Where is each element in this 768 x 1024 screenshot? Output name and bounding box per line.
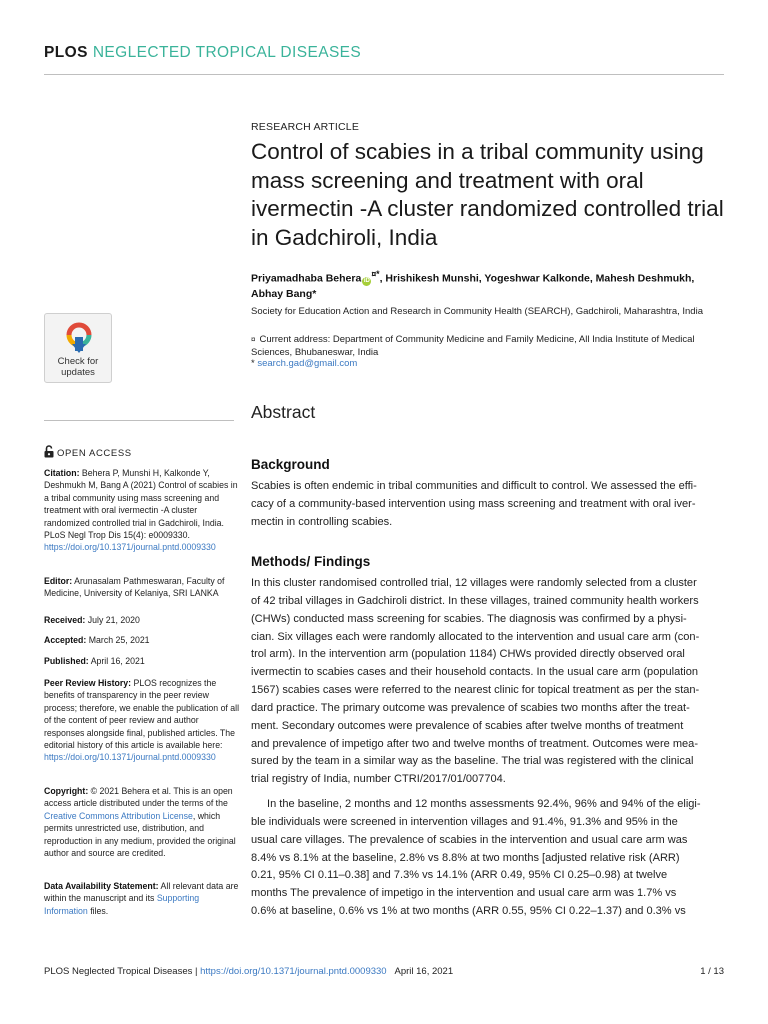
page-number: 1 / 13 xyxy=(700,966,724,977)
cc-license-link[interactable]: Creative Commons Attribution License xyxy=(44,810,193,821)
open-access-label: OPEN ACCESS xyxy=(44,445,132,459)
badge-label: Check for updates xyxy=(57,356,99,378)
header-divider xyxy=(44,74,724,75)
published-date: Published: April 16, 2021 xyxy=(44,656,145,666)
abstract-heading: Abstract xyxy=(251,402,316,422)
data-availability-block: Data Availability Statement: All relevant data are within the manuscript and its Supporting Information files. xyxy=(44,881,239,916)
citation-doi-link[interactable]: https://doi.org/10.1371/journal.pntd.0009330 xyxy=(44,542,216,553)
peer-review-block: Peer Review History: PLOS recognizes the benefits of transparency in the peer review process; therefore, we enable the publication of all of the content of peer review and author responses alongside final, published articles. The editorial history of this article is available here: https://doi.org/10.1371/journal.pntd.0009330 xyxy=(44,678,240,763)
article-title: Control of scabies in a tribal community using mass screening and treatment with oral ivermectin -A cluster randomized controlled trial in Gadchiroli, India xyxy=(251,139,724,250)
editor-block: Editor: Arunasalam Pathmeswaran, Faculty of Medicine, University of Kelaniya, SRI LANKA xyxy=(44,576,225,599)
check-updates-icon xyxy=(64,320,94,354)
current-address: ¤ Current address: Department of Community Medicine and Family Medicine, All India Institute of Medical Sciences, Bhubaneswar, India xyxy=(251,334,695,358)
corresponding-email: * search.gad@gmail.com xyxy=(251,358,358,369)
check-for-updates-badge[interactable] xyxy=(44,313,112,383)
received-date: Received: July 21, 2020 xyxy=(44,615,140,625)
methods-paragraph: In this cluster randomised controlled trial, 12 villages were randomly selected from a cluster of 42 tribal villages in Gadchiroli district. In these villages, trained community health workers (CHWs) conducted mass screening for scabies. The diagnosis was confirmed by a physi- cian. Six villages each were randomly allocated to the intervention and usual care arm (con- trol arm). In the intervention arm (population 1184) CHWs provided directly observed oral ivermectin to scabies cases and their household contacts. In the usual care arm (population 1567) scabies cases were referred to the nearest clinic for topical treatment as per the stan- dard practice. The primary outcome was prevalence of scabies two months after the treat- ment. Secondary outcomes were prevalence of scabies after twelve months of treatment and prevalence of impetigo after two and twelve months of treatment. Outcomes were mea- sured by the team in a similar way as the baseline. The trial was registered with the clinical trial registry of India, number CTRI/2017/01/007704. xyxy=(251,577,700,786)
copyright-block: Copyright: © 2021 Behera et al. This is an open access article distributed under the terms of the Creative Commons Attribution License, which permits unrestricted use, distribution, and reproduction in any medium, provided the original author and source are credited. xyxy=(44,786,236,859)
affiliation: Society for Education Action and Research in Community Health (SEARCH), Gadchiroli, Maharashtra, India xyxy=(251,306,703,317)
orcid-icon[interactable]: iD xyxy=(363,277,370,284)
journal-name: NEGLECTED TROPICAL DISEASES xyxy=(92,44,362,61)
methods-heading: Methods/ Findings xyxy=(251,554,371,569)
sidebar-divider xyxy=(44,420,234,421)
author-list: Priyamadhaba Behera iD¤*, Hrishikesh Munshi, Yogeshwar Kalkonde, Mahesh Deshmukh, Abhay Bang* xyxy=(251,269,695,300)
article-type: RESEARCH ARTICLE xyxy=(251,121,360,133)
footer-doi-link[interactable]: https://doi.org/10.1371/journal.pntd.0009330 xyxy=(200,966,387,977)
accepted-date: Accepted: March 25, 2021 xyxy=(44,635,150,645)
footer-journal: PLOS Neglected Tropical Diseases | xyxy=(44,966,201,977)
footer-date: April 16, 2021 xyxy=(394,966,454,977)
background-paragraph: Scabies is often endemic in tribal communities and difficult to control. We assessed the effi- cacy of a community-based intervention using mass screening and treatment with oral iver- mectin in controlling scabies. xyxy=(251,480,697,528)
email-link[interactable]: search.gad@gmail.com xyxy=(257,358,358,369)
background-heading: Background xyxy=(251,457,330,472)
open-lock-icon xyxy=(44,445,54,458)
journal-header[interactable] xyxy=(44,44,361,62)
supporting-info-link[interactable]: Supporting Information xyxy=(44,893,200,916)
page-footer xyxy=(44,966,724,977)
citation-block: Citation: Behera P, Munshi H, Kalkonde Y, Deshmukh M, Bang A (2021) Control of scabies in a tribal community using mass screening and treatment with oral ivermectin -A cluster randomized controlled trial in Gadchiroli, India. PLoS Negl Trop Dis 15(4): e0009330. https://doi.org/10.1371/journal.pntd.0009330 xyxy=(44,468,238,553)
publisher-name: PLOS xyxy=(44,44,88,61)
author-name[interactable]: Priyamadhaba Behera xyxy=(251,272,362,285)
peer-review-link[interactable]: https://doi.org/10.1371/journal.pntd.0009330 xyxy=(44,752,216,763)
results-paragraph: In the baseline, 2 months and 12 months assessments 92.4%, 96% and 94% of the eligi- ble individuals were screened in intervention villages and 91.4%, 91.3% and 95% in the usual care villages. The prevalence of scabies in the intervention and usual care arm was 8.4% vs 8.1% at the baseline, 2.8% vs 8.8% at two months [adjusted relative risk (ARR) 0.21, 95% CI 0.11–0.38] and 7.3% vs 14.1% (ARR 0.49, 95% CI 0.25–0.98) at twelve months The prevalence of impetigo in the intervention and usual care arm was 1.7% vs 0.6% at baseline, 0.6% vs 1% at two months (ARR 0.55, 95% CI 0.22–1.37) and 0.3% vs xyxy=(251,798,701,918)
